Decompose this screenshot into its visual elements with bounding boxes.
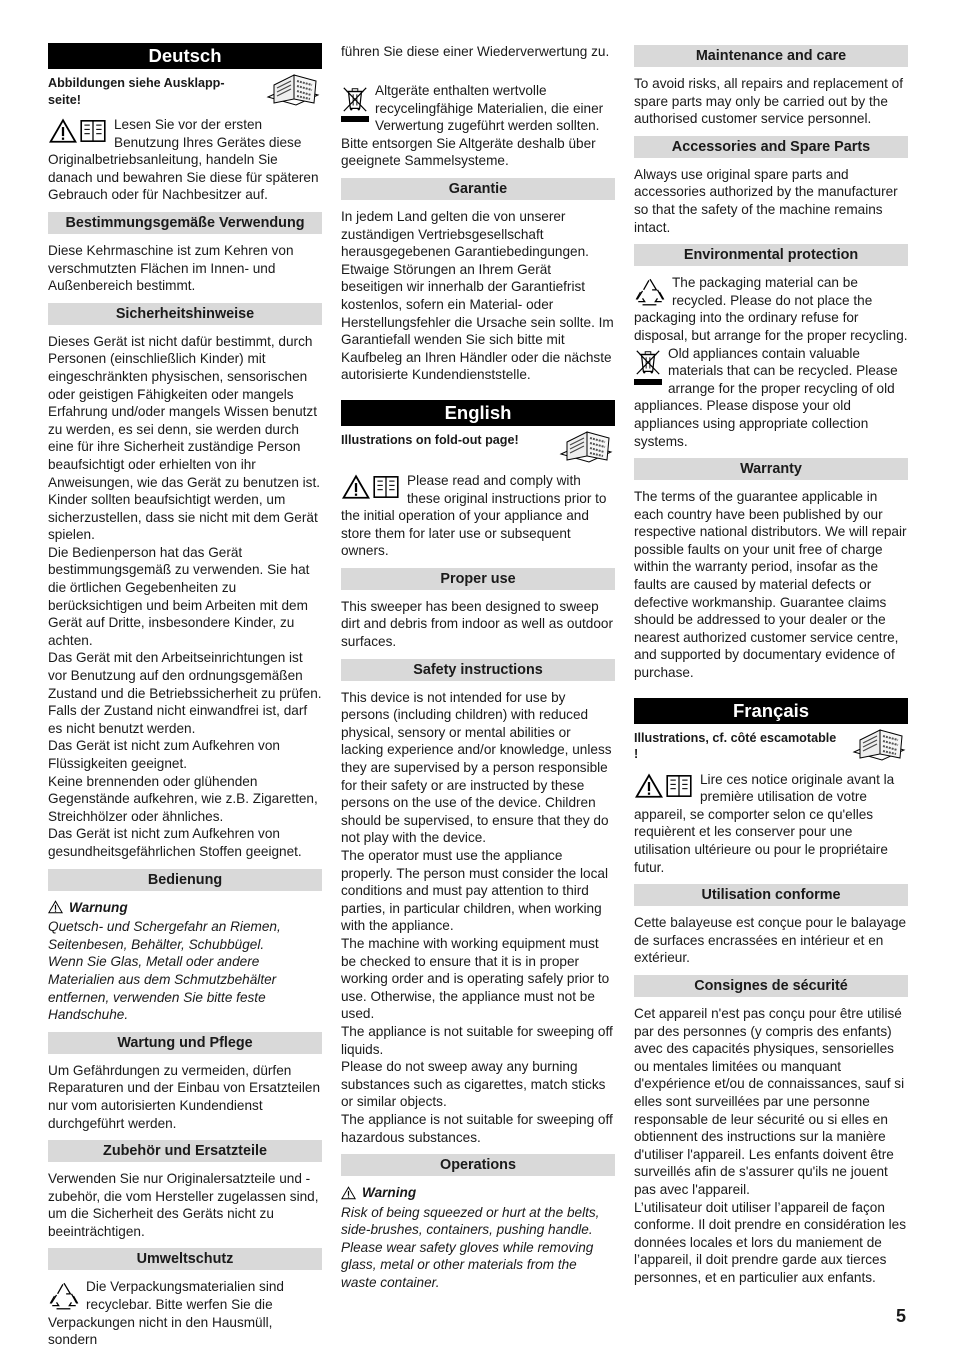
illustrations-note — [48, 75, 322, 108]
heading-maintenance: Wartung und Pflege — [48, 1032, 322, 1054]
warning-triangle-icon — [48, 118, 78, 144]
environment-packaging: Die Verpackungsmaterialien sind recyclebar. Bitte werfen Sie die Verpackungen nicht in den Hausmüll, sondern — [48, 1279, 284, 1348]
warning-text: Risk of being squeezed or hurt at the belts, side-brushes, containers, pushing handle. Please wear safety gloves while removing glass, metal or other materials from the waste container. — [341, 1204, 600, 1291]
heading-warranty: Garantie — [341, 178, 615, 200]
section-title-deutsch: Deutsch — [48, 43, 322, 69]
intro-text: Please read and comply with these original instructions prior to the initial operation of your appliance and store them for later use or subsequent owners. — [341, 472, 607, 559]
heading-proper-use: Bestimmungsgemäße Verwendung — [48, 212, 322, 234]
safety-paragraph: Das Gerät mit den Arbeitseinrichtungen ist vor Benutzung auf den ordnungsgemäßen Zustand und die Betriebssicherheit zu prüfen. Falls der Zustand nicht einwandfrei ist, darf es nicht benutzt werden. — [48, 650, 322, 736]
safety-paragraph: The operator must use the appliance properly. The person must consider the local conditions and must pay attention to third parties, in particular children, when working with the appliance. — [341, 848, 608, 934]
crossed-bin-icon — [341, 84, 369, 114]
environment-packaging-continued: führen Sie diese einer Wiederverwertung zu. — [341, 44, 610, 59]
intro-icons — [48, 118, 108, 149]
heading-safety: Consignes de sécurité — [634, 975, 908, 997]
fold-out-booklet-icon — [557, 426, 615, 464]
accessories-text: Verwenden Sie nur Originalersatzteile und -zubehör, die vom Hersteller zugelassen sind, um die Sicherheit des Geräts nicht zu beeinträchtigen. — [48, 1171, 319, 1239]
intro-icons — [341, 474, 401, 505]
heading-safety: Safety instructions — [341, 659, 615, 681]
warranty-text: The terms of the guarantee applicable in each country have been published by our respective national distributors. We will repair possible faults on your unit free of charge within the warranty period, insofar as the faults are caused by material defects or defective workmanship. Guarantee claims should be addressed to your dealer or the nearest authorized customer service centre, and supported by documentary evidence of purchase. — [634, 489, 907, 681]
heading-accessories: Accessories and Spare Parts — [634, 136, 908, 158]
crossed-bin-symbol — [341, 84, 369, 122]
maintenance-text: Um Gefährdungen zu vermeiden, dürfen Reparaturen und der Einbau von Ersatzteilen nur vom autorisierten Kundendienst durchgeführt werden. — [48, 1062, 321, 1131]
safety-paragraph: The appliance is not suitable for sweeping off liquids. — [341, 1023, 613, 1057]
warranty-text: In jedem Land gelten die von unserer zuständigen Vertriebsgesellschaft herausgegebenen Garantiebedingungen. Etwaige Störungen an Ihrem Gerät beseitigen wir innerhalb der Garantiefrist kostenlos, sofern ein Material- oder Herstellungsfehler die Ursache sein sollte. Im Garantiefall wenden Sie sich bitte mit Kaufbeleg an Ihren Händler oder die nächste autorisierte Kundendienststelle. — [341, 208, 614, 383]
heading-proper-use: Proper use — [341, 568, 615, 590]
safety-paragraph: The machine with working equipment must be checked to ensure that it is in proper working order and is operating safely prior to use. Otherwise, the appliance must not be used. — [341, 935, 610, 1022]
safety-paragraph: Dieses Gerät ist nicht dafür bestimmt, durch Personen (einschließlich Kinder) mit eingeschränkten physischen, sensorischen oder geistigen Fähigkeiten oder mangels Erfahrung und/oder mangels Wissen benutzt zu werden, es sei denn, sie werden durch eine für ihre Sicherheit zuständige Person beaufsichtigt oder erhielten von ihr Anweisungen, wie das Gerät zu benutzen ist. Kinder sollten beaufsichtigt werden, um sicherzustellen, dass sie nicht mit dem Gerät spielen. — [48, 333, 321, 543]
column-3 — [634, 43, 908, 1286]
warning-label-text: Warning — [362, 1185, 417, 1201]
environment-appliances-text — [341, 82, 615, 170]
illustrations-text: Illustrations, cf. côté escamotable ! — [634, 730, 837, 762]
safety-paragraph: Das Gerät ist nicht zum Aufkehren von gesundheitsgefährlichen Stoffen geeignet. — [48, 826, 302, 859]
proper-use-text: Cette balayeuse est conçue pour le balayage de surfaces encrassées en intérieur et en extérieur. — [634, 915, 907, 966]
fold-out-booklet-icon — [264, 69, 322, 107]
illustrations-note — [341, 432, 615, 464]
column-2 — [341, 43, 615, 1292]
crossed-bin-icon — [634, 347, 662, 377]
warning-text: Quetsch- und Schergefahr an Riemen, Seitenbesen, Behälter, Schubbügel. — [48, 919, 281, 952]
heading-accessories: Zubehör und Ersatzteile — [48, 1140, 322, 1162]
safety-paragraph: The appliance is not suitable for sweeping off hazardous substances. — [341, 1111, 613, 1145]
column-1 — [48, 43, 322, 1349]
warning-triangle-icon — [48, 900, 63, 914]
accessories-text: Always use original spare parts and accessories authorized by the manufacturer so that the safety of the machine remains intact. — [634, 166, 898, 235]
manual-book-icon — [664, 773, 694, 799]
illustrations-text: Abbildungen siehe Ausklapp-seite! — [48, 76, 225, 107]
illustrations-text: Illustrations on fold-out page! — [341, 432, 519, 447]
safety-paragraph: L’utilisateur doit utiliser l’appareil de façon conforme. Il doit prendre en considération les données locales et lors du maniement de l’appareil, il doit prendre garde aux tierces personnes, et en particulier aux enfants. — [634, 1199, 907, 1285]
black-bar-icon — [341, 116, 369, 122]
fold-out-booklet-icon — [850, 724, 908, 762]
environment-packaging: The packaging material can be recycled. Please do not place the packaging into the ordinary refuse for disposal, but arrange for the proper recycling. — [634, 275, 908, 343]
heading-environment: Umweltschutz — [48, 1248, 322, 1270]
safety-paragraph: Cet appareil n'est pas conçu pour être utilisé par des personnes (y compris des enfants) avec des capacités physiques, sensorielles ou mentales limitées ou manquant d'expérience et/ou de connaissances, sauf si elles sont surveillées par une personne responsable de leur sécurité ou si elles en obtiennent des instructions sur la manière d'utiliser l'appareil. Les enfants doivent être surveillés afin de s'assurer qu'ils ne jouent pas avec l'appareil. — [634, 1005, 905, 1197]
safety-paragraph: Keine brennenden oder glühenden Gegenstände aufkehren, wie z.B. Zigaretten, Streichhölzer oder ähnliches. — [48, 773, 318, 824]
intro-paragraph — [634, 771, 908, 877]
safety-paragraph: Please do not sweep away any burning substances such as cigarettes, match sticks or similar objects. — [341, 1059, 606, 1110]
intro-paragraph — [341, 472, 615, 560]
safety-paragraph: Die Bedienperson hat das Gerät bestimmungsgemäß zu verwenden. Sie hat die örtlichen Gegebenheiten zu berücksichtigen und beim Arbeiten mit dem Gerät auf Dritte, insbesondere Kinder, zu achten. — [48, 544, 310, 648]
warning-triangle-icon — [341, 1186, 356, 1200]
environment-packaging-text — [634, 274, 908, 344]
intro-text: Lesen Sie vor der ersten Benutzung Ihres Gerätes diese Originalbetriebsanleitung, handeln Sie danach und bewahren Sie diese für späteren Gebrauch oder für Nachbesitzer auf. — [48, 117, 319, 203]
heading-warranty: Warranty — [634, 458, 908, 480]
maintenance-text: To avoid risks, all repairs and replacement of spare parts may only be carried out by the authorised customer service personnel. — [634, 76, 903, 127]
warning-label — [48, 899, 322, 917]
manual-book-icon — [371, 474, 401, 500]
recycling-icon — [48, 1280, 80, 1312]
warning-triangle-icon — [634, 773, 664, 799]
warning-text: Wenn Sie Glas, Metall oder andere Materialien aus dem Schmutzbehälter entfernen, verwenden Sie bitte feste Handschuhe. — [48, 954, 277, 1023]
illustrations-note — [634, 730, 908, 763]
warning-label-text: Warnung — [69, 899, 128, 915]
proper-use-text: Diese Kehrmaschine ist zum Kehren von verschmutzten Flächen im Innen- und Außenbereich bestimmt. — [48, 242, 294, 294]
heading-operation: Bedienung — [48, 869, 322, 891]
warning-triangle-icon — [341, 474, 371, 500]
intro-paragraph — [48, 116, 322, 204]
intro-icons — [634, 773, 694, 804]
environment-appliances: Altgeräte enthalten wertvolle recycelingfähige Materialien, die einer Verwertung zugeführt werden sollten. Bitte entsorgen Sie Altgeräte deshalb über geeignete Sammelsysteme. — [341, 83, 604, 169]
manual-book-icon — [78, 118, 108, 144]
black-bar-icon — [634, 379, 662, 385]
proper-use-text: This sweeper has been designed to sweep dirt and debris from indoor as well as outdoor surfaces. — [341, 598, 614, 650]
heading-environment: Environmental protection — [634, 244, 908, 266]
crossed-bin-symbol — [634, 347, 662, 385]
section-title-francais: Français — [634, 698, 908, 724]
heading-operation: Operations — [341, 1154, 615, 1176]
environment-packaging-text — [48, 1278, 322, 1348]
safety-paragraph: This device is not intended for use by persons (including children) with reduced physical, sensory or mental abilities or lacking experience and/or knowledge, unless they are supervised by a person responsible for their safety or are instructed by these persons on the use of the device. Children should be supervised, to ensure that they do not play with the device. — [341, 689, 612, 846]
safety-paragraph: Das Gerät ist nicht zum Aufkehren von Flüssigkeiten geeignet. — [48, 738, 280, 771]
recycling-icon — [634, 276, 666, 308]
intro-text: Lire ces notice originale avant la première utilisation de votre appareil, se comporter selon ce qu'elles requièrent et les conserver pour une utilisation ultérieure ou pour le propriétaire futur. — [634, 771, 895, 875]
heading-proper-use: Utilisation conforme — [634, 884, 908, 906]
page-number: 5 — [895, 1306, 906, 1326]
warning-label — [341, 1184, 615, 1202]
environment-appliances-text — [634, 345, 908, 451]
environment-appliances: Old appliances contain valuable materials that can be recycled. Please arrange for the proper recycling of old appliances. Please dispose your old appliances using appropriate collection systems. — [634, 345, 898, 449]
heading-safety: Sicherheitshinweise — [48, 303, 322, 325]
heading-maintenance: Maintenance and care — [634, 45, 908, 67]
section-title-english: English — [341, 400, 615, 426]
